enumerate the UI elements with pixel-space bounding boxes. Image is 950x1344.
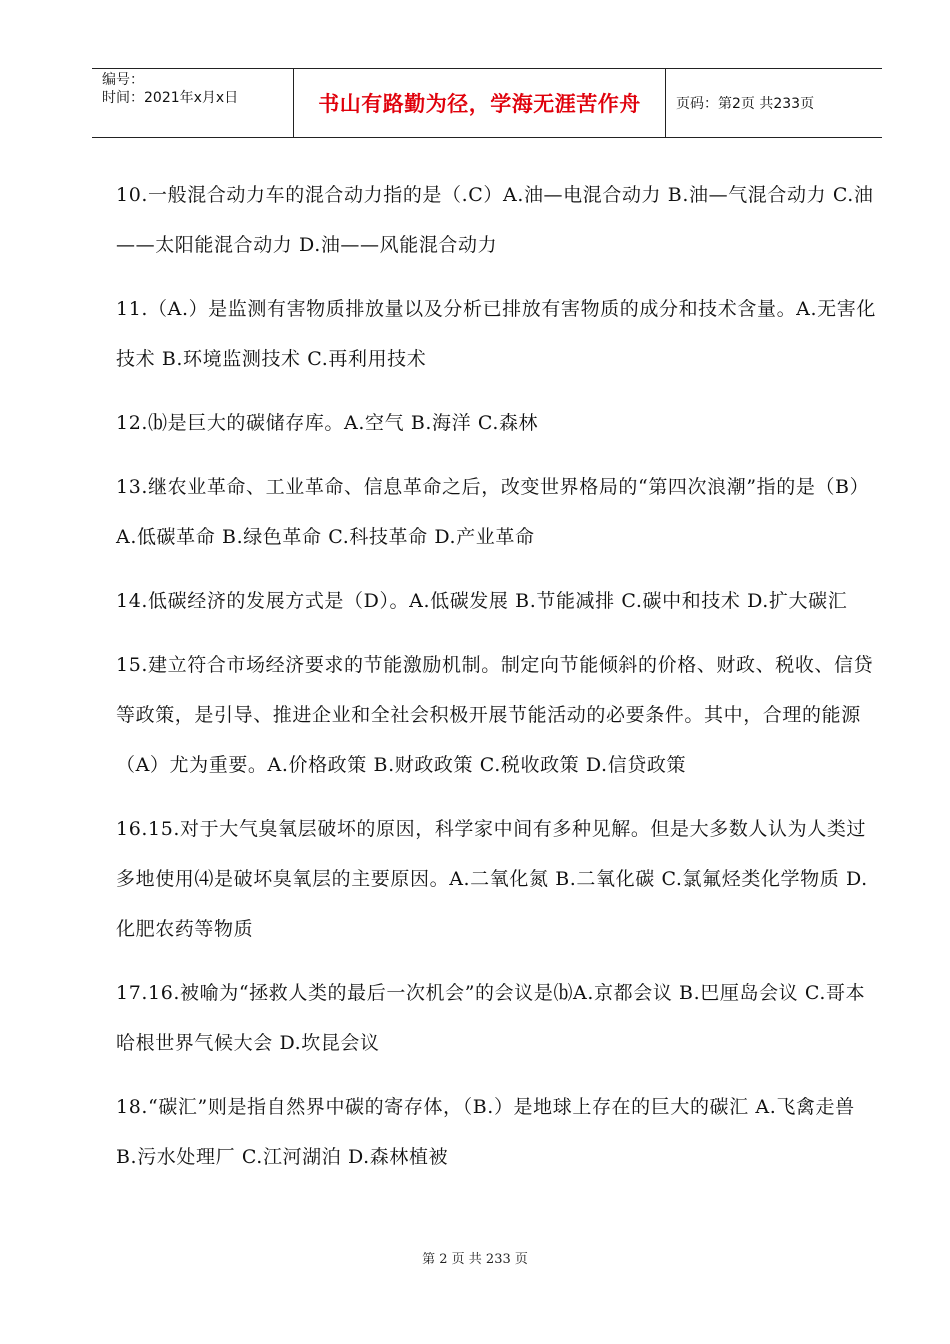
question-item: 12.⒝是巨大的碳储存库。A.空气 B.海洋 C.森林 xyxy=(116,412,539,434)
question-item: 14.低碳经济的发展方式是（D）。A.低碳发展 B.节能减排 C.碳中和技术 D.扩大碳汇 xyxy=(116,590,848,612)
number-label: 编号： xyxy=(102,72,144,88)
question-item: 13.继农业革命、工业革命、信息革命之后，改变世界格局的“第四次浪潮”指的是（B）A.低碳革命 B.绿色革命 C.科技革命 D.产业革命 xyxy=(116,476,870,548)
question-item: 10.一般混合动力车的混合动力指的是（.C）A.油—电混合动力 B.油—气混合动力 C.油——太阳能混合动力 D.油——风能混合动力 xyxy=(116,184,874,256)
question-item: 11.（A.）是监测有害物质排放量以及分析已排放有害物质的成分和技术含量。A.无害化技术 B.环境监测技术 C.再利用技术 xyxy=(116,298,876,370)
page-info: 页码：第2页 共233页 xyxy=(676,96,815,112)
question-item: 15.建立符合市场经济要求的节能激励机制。制定向节能倾斜的价格、财政、税收、信贷等政策，是引导、推进企业和全社会积极开展节能活动的必要条件。其中，合理的能源（A）尤为重要。A.价格政策 B.财政政策 C.税收政策 D.信贷政策 xyxy=(116,654,874,776)
question-list xyxy=(116,170,876,1196)
page-header xyxy=(92,68,882,138)
page-footer xyxy=(0,1248,950,1267)
header-meta xyxy=(92,69,294,137)
time-label: 时间：2021年x月x日 xyxy=(102,90,239,106)
question-item: 16.15.对于大气臭氧层破坏的原因，科学家中间有多种见解。但是大多数人认为人类过多地使用⑷是破坏臭氧层的主要原因。A.二氧化氮 B.二氧化碳 C.氯氟烃类化学物质 D.化肥农药等物质 xyxy=(116,818,868,940)
question-item: 17.16.被喻为“拯救人类的最后一次机会”的会议是⒝A.京都会议 B.巴厘岛会议 C.哥本哈根世界气候大会 D.坎昆会议 xyxy=(116,982,866,1054)
footer-page-number: 第 2 页 共 233 页 xyxy=(422,1252,528,1267)
header-motto-cell xyxy=(294,69,666,137)
question-item: 18.“碳汇”则是指自然界中碳的寄存体，（B.）是地球上存在的巨大的碳汇 A.飞禽走兽 B.污水处理厂 C.江河湖泊 D.森林植被 xyxy=(116,1096,855,1168)
header-page-cell xyxy=(666,69,882,137)
motto-text: 书山有路勤为径，学海无涯苦作舟 xyxy=(318,92,641,116)
